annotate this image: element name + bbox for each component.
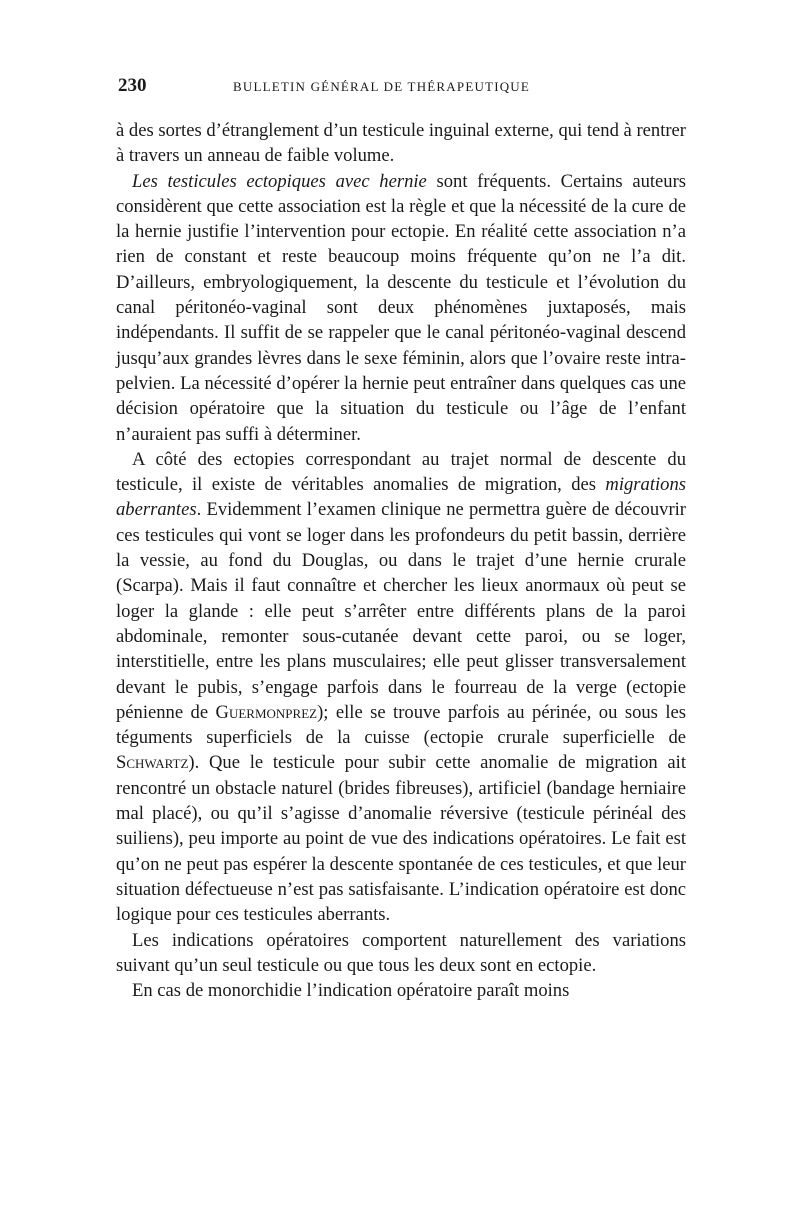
author-name: Schwartz	[116, 752, 189, 774]
page-header	[118, 75, 688, 99]
paragraph-text: ); elle se trouve parfois au périnée, ou sous les téguments superficiels de la cuisse (ectopie crurale superficielle de	[116, 701, 686, 749]
paragraph	[116, 169, 686, 447]
paragraph-text: . Evidemment l’examen clinique ne permettra guère de découvrir ces testicules qui vont se loger dans les profondeurs du petit bassin, derrière la vessie, au fond du Douglas, ou dans le trajet d’une hernie crurale (Scarpa). Mais il faut connaître et chercher les lieux anormaux où peut se loger la glande : elle peut s’arrêter entre différents plans de la paroi abdominale, remonter sous-cutanée devant cette paroi, ou se loger, interstitielle, entre les plans musculaires; elle peut glisser transversalement devant le pubis, s’engage parfois dans le fourreau de la verge (ectopie pénienne de	[116, 499, 686, 723]
running-title: BULLETIN GÉNÉRAL DE THÉRAPEUTIQUE	[233, 79, 531, 94]
paragraph-text: à des sortes d’étranglement d’un testicule inguinal externe, qui tend à rentrer à travers un anneau de faible volume.	[116, 120, 686, 167]
paragraph-text: Les indications opératoires comportent naturellement des variations suivant qu’un seul testicule ou que tous les deux sont en ectopie.	[116, 929, 686, 976]
paragraph	[116, 118, 686, 169]
body-text	[116, 118, 686, 1003]
paragraph-text: ). Que le testicule pour subir cette anomalie de migration ait rencontré un obstacle naturel (brides fibreuses), artificiel (bandage herniaire mal placé), ou qu’il s’agisse d’anomalie réversive (testicule périnéal des suiliens), peu importe au point de vue des indications opératoires. Le fait est qu’on ne peut pas espérer la descente spontanée de ces testicules, et que leur situation défectueuse n’est pas satisfaisante. L’indication opératoire est donc logique pour ces testicules aberrants.	[116, 752, 686, 926]
paragraph-text: A côté des ectopies correspondant au trajet normal de descente du testicule, il existe de véritables anomalies de migration, des	[116, 448, 686, 496]
paragraph-text: En cas de monorchidie l’indication opératoire paraît moins	[132, 980, 570, 1002]
author-name: Guermonprez	[215, 701, 318, 723]
paragraph	[116, 928, 686, 979]
page-number: 230	[118, 75, 147, 96]
paragraph-text: sont fréquents. Certains auteurs considèrent que cette association est la règle et que la nécessité de la cure de la hernie justifie l’intervention pour ectopie. En réalité cette association n’a rien de constant et reste beaucoup moins fréquente qu’on ne l’a dit. D’ailleurs, embryologiquement, la descente du testicule et l’évolution du canal péritonéo-vaginal sont deux phénomènes juxtaposés, mais indépendants. Il suffit de se rappeler que le canal péritonéo-vaginal descend jusqu’aux grandes lèvres dans le sexe féminin, alors que l’ovaire reste intra-pelvien. La nécessité d’opérer la hernie peut entraîner dans quelques cas une décision opératoire que la situation du testicule ou l’âge de l’enfant n’auraient pas suffi à déterminer.	[116, 170, 687, 445]
italic-term: migrations aberrantes	[116, 474, 686, 521]
paragraph	[116, 447, 686, 928]
paragraph	[116, 978, 686, 1003]
italic-lead: Les testicules ectopiques avec hernie	[132, 170, 427, 192]
